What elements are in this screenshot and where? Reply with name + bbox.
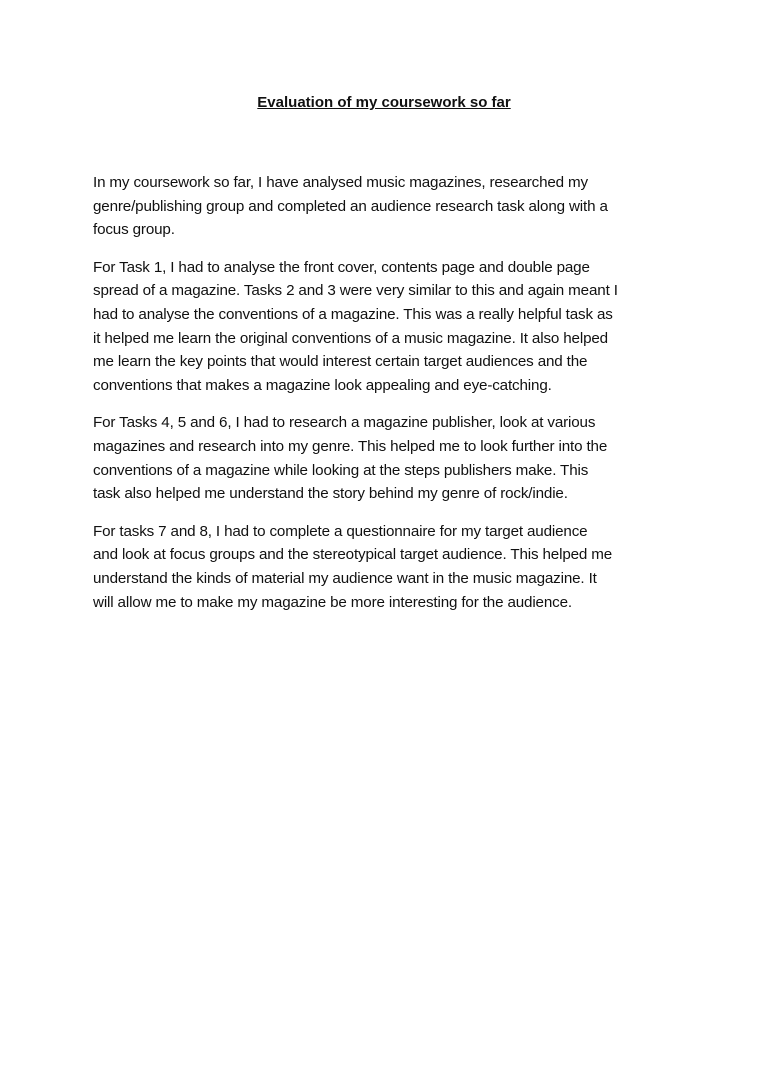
text-line: For Task 1, I had to analyse the front cover, contents page and double page [93,258,590,276]
text-line: focus group. [93,221,175,239]
paragraph-tasks-7-8 [93,520,683,614]
text-line: had to analyse the conventions of a magazine. This was a really helpful task as [93,305,613,323]
text-line: conventions of a magazine while looking at the steps publishers make. This [93,461,589,479]
text-line: and look at focus groups and the stereotypical target audience. This helped me [93,546,613,564]
text-line: For Tasks 4, 5 and 6, I had to research a magazine publisher, look at various [93,414,596,432]
text-line: For tasks 7 and 8, I had to complete a questionnaire for my target audience [93,522,588,540]
text-line: spread of a magazine. Tasks 2 and 3 were very similar to this and again meant I [93,282,618,300]
document-body [93,171,683,628]
paragraph-tasks-4-6 [93,411,683,505]
text-line: task also helped me understand the story behind my genre of rock/indie. [93,485,568,503]
text-line: conventions that makes a magazine look appealing and eye-catching. [93,376,552,394]
text-line: magazines and research into my genre. This helped me to look further into the [93,437,608,455]
text-line: In my coursework so far, I have analysed music magazines, researched my [93,174,588,191]
text-line: me learn the key points that would interest certain target audiences and the [93,353,588,371]
text-line: it helped me learn the original conventions of a music magazine. It also helped [93,329,608,347]
document-title: Evaluation of my coursework so far [257,94,511,111]
paragraph-intro [93,171,683,242]
text-line: understand the kinds of material my audience want in the music magazine. It [93,569,597,587]
text-line: will allow me to make my magazine be more interesting for the audience. [93,593,572,611]
text-line: genre/publishing group and completed an audience research task along with a [93,197,608,215]
paragraph-task-1 [93,256,683,398]
